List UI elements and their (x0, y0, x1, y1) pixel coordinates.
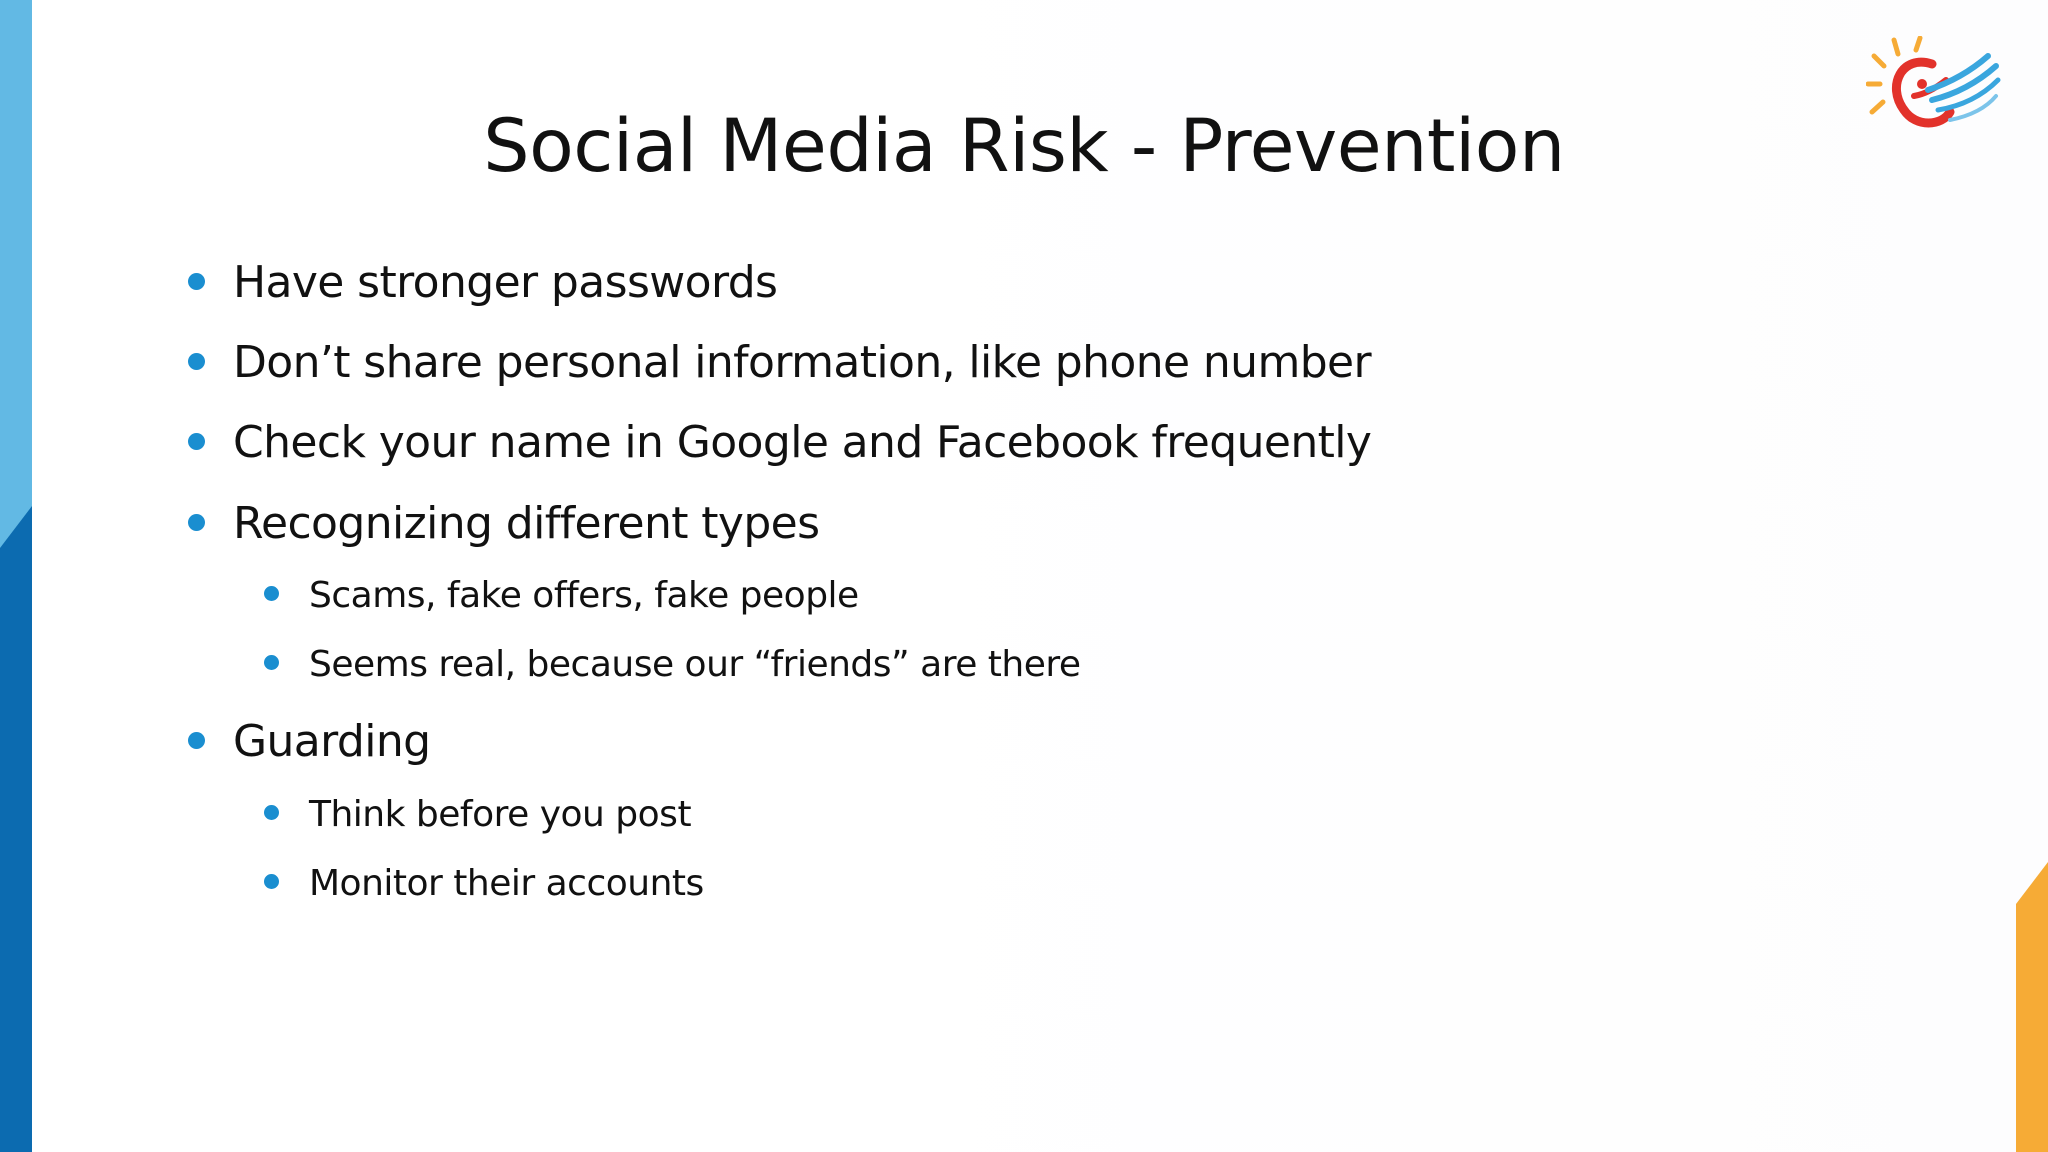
bullet-icon (264, 874, 279, 889)
bullet-text: Have stronger passwords (233, 257, 778, 308)
bullet-icon (188, 433, 205, 450)
slide-title: Social Media Risk - Prevention (483, 104, 1565, 189)
bullet-text: Scams, fake offers, fake people (309, 575, 859, 616)
bullet-icon (264, 586, 279, 601)
bullet-text: Guarding (233, 716, 431, 767)
bullet-icon (188, 514, 205, 531)
bullet-icon (188, 353, 205, 370)
bullet-text: Don’t share personal information, like phone number (233, 337, 1372, 388)
bullet-icon (264, 655, 279, 670)
bullet-text: Monitor their accounts (309, 863, 704, 904)
bullet-icon (188, 273, 205, 290)
bullet-text: Seems real, because our “friends” are there (309, 644, 1081, 685)
bullet-icon (264, 805, 279, 820)
bullet-text: Recognizing different types (233, 498, 820, 549)
bullet-text: Check your name in Google and Facebook frequently (233, 417, 1372, 468)
bullet-icon (188, 732, 205, 749)
bullet-text: Think before you post (309, 794, 692, 835)
